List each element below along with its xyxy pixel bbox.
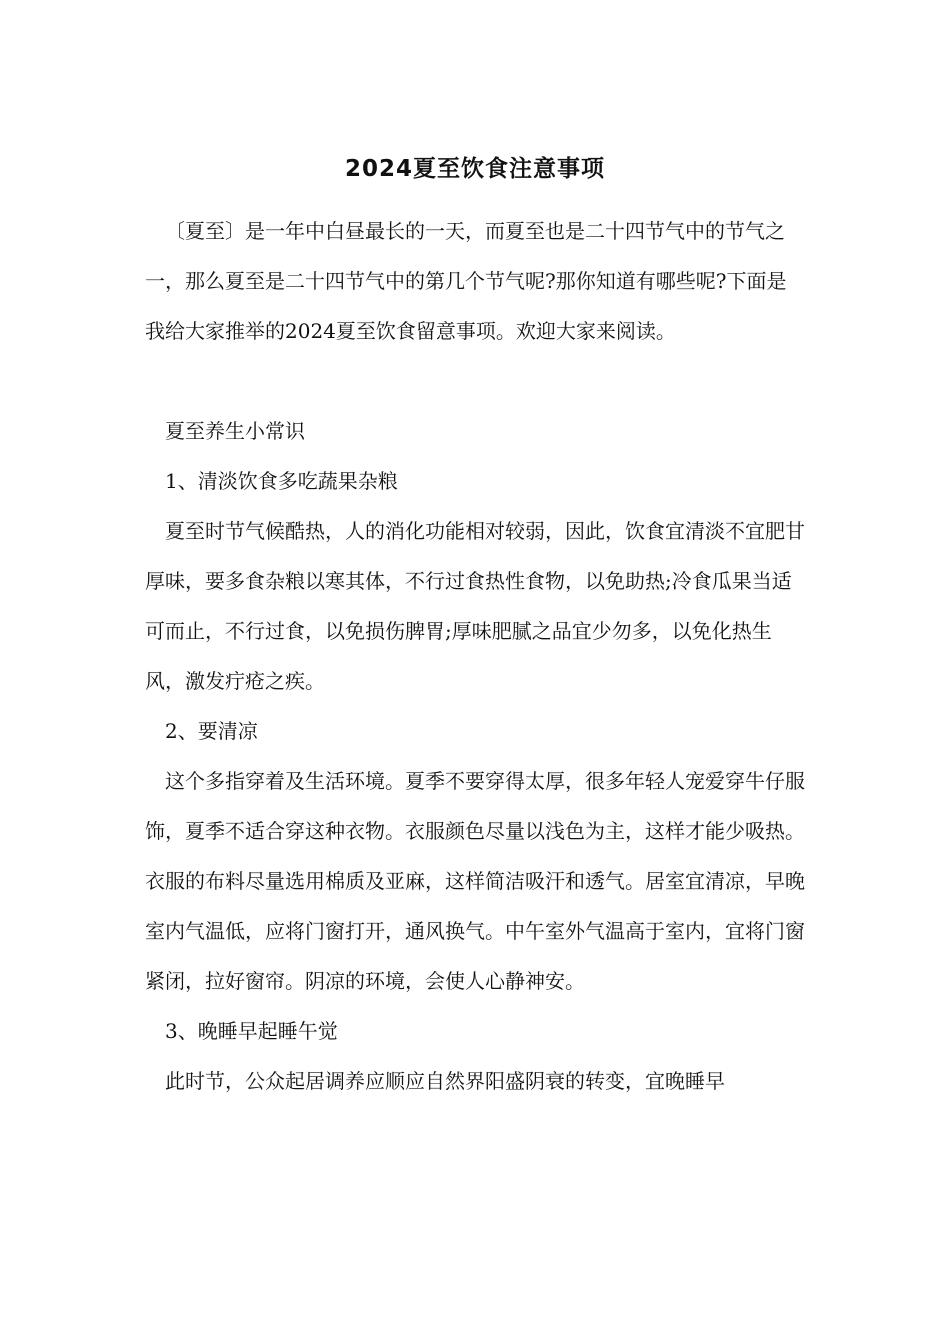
document-title: 2024夏至饮食注意事项 [344,156,605,182]
intro-paragraph: 〔夏至〕是一年中白昼最长的一天，而夏至也是二十四节气中的节气之一，那么夏至是二十四节气中的第几个节气呢?那你知道有哪些呢?下面是我给大家推举的2024夏至饮食留意事项。欢迎大家来阅读。 [145,219,787,343]
item3-heading: 3、晚睡早起睡午觉 [165,1019,338,1043]
document-body [145,206,805,1106]
item1-heading: 1、清淡饮食多吃蔬果杂粮 [165,469,398,493]
item1-paragraph: 夏至时节气候酷热，人的消化功能相对较弱，因此，饮食宜清淡不宜肥甘厚味，要多食杂粮以寒其体，不行过食热性食物，以免助热;冷食瓜果当适可而止，不行过食，以免损伤脾胃;厚味肥腻之品宜少勿多，以免化热生风，激发疔疮之疾。 [145,519,805,693]
item2-paragraph: 这个多指穿着及生活环境。夏季不要穿得太厚，很多年轻人宠爱穿牛仔服饰，夏季不适合穿这种衣物。衣服颜色尽量以浅色为主，这样才能少吸热。衣服的布料尽量选用棉质及亚麻，这样简洁吸汗和透气。居室宜清凉，早晚室内气温低，应将门窗打开，通风换气。中午室外气温高于室内，宜将门窗紧闭，拉好窗帘。阴凉的环境，会使人心静神安。 [145,769,805,993]
item2-heading: 2、要清凉 [165,719,258,743]
section-heading: 夏至养生小常识 [165,419,305,443]
item3-paragraph: 此时节，公众起居调养应顺应自然界阳盛阴衰的转变，宜晚睡早 [165,1069,725,1093]
paragraph-gap [145,356,805,406]
